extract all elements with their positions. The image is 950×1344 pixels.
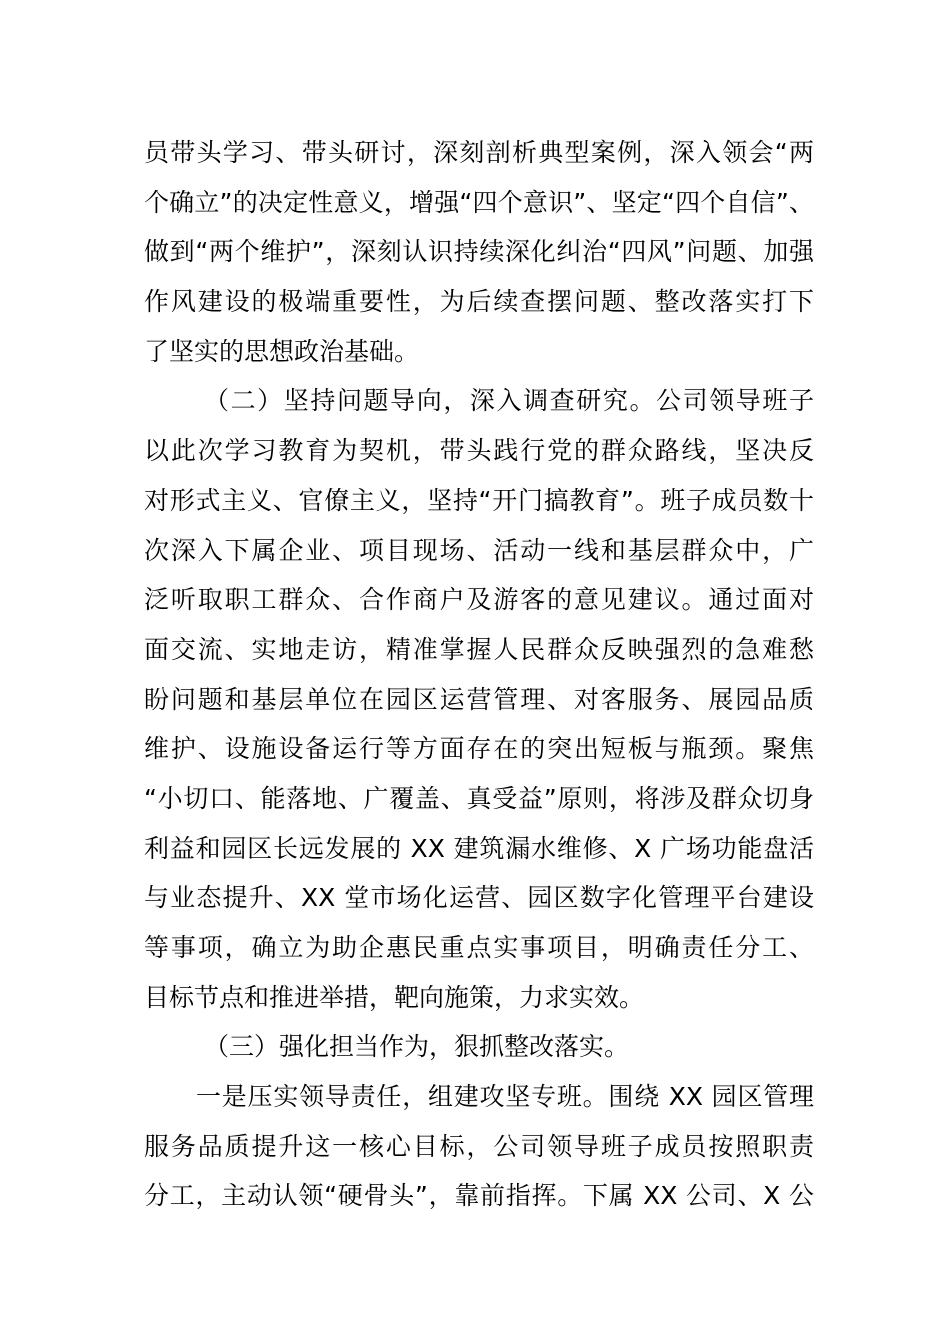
text-line: 利益和园区长远发展的 XX 建筑漏水维修、X 广场功能盘活 xyxy=(144,833,814,863)
text-line: 维护、设施设备运行等方面存在的突出短板与瓶颈。聚焦 xyxy=(144,734,814,764)
text-line: 次深入下属企业、项目现场、活动一线和基层群众中，广 xyxy=(144,535,814,565)
section-heading-line: （二）坚持问题导向，深入调查研究。公司领导班子 xyxy=(204,386,814,416)
text-line: 等事项，确立为助企惠民重点实事项目，明确责任分工、 xyxy=(144,933,814,962)
text-line: 做到“两个维护”，深刻认识持续深化纠治“四风”问题、加强 xyxy=(144,237,814,267)
text-line: 分工，主动认领“硬骨头”，靠前指挥。下属 XX 公司、X 公 xyxy=(144,1181,814,1211)
text-line: 了坚实的思想政治基础。 xyxy=(144,336,420,366)
text-line: 面交流、实地走访，精准掌握人民群众反映强烈的急难愁 xyxy=(144,634,814,664)
text-line: 泛听取职工群众、合作商户及游客的意见建议。通过面对 xyxy=(144,585,814,615)
text-line: 目标节点和推进举措，靶向施策，力求实效。 xyxy=(144,982,645,1012)
text-line: 个确立”的决定性意义，增强“四个意识”、坚定“四个自信”、 xyxy=(144,187,814,217)
text-line: 与业态提升、XX 堂市场化运营、园区数字化管理平台建设 xyxy=(144,883,814,913)
text-line: 盼问题和基层单位在园区运营管理、对客服务、展园品质 xyxy=(144,684,814,714)
section-heading-line: （三）强化担当作为，狠抓整改落实。 xyxy=(204,1032,630,1062)
text-line: 员带头学习、带头研讨，深刻剖析典型案例，深入领会“两 xyxy=(144,138,814,167)
text-line: 服务品质提升这一核心目标，公司领导班子成员按照职责 xyxy=(144,1131,814,1161)
text-line: 作风建设的极端重要性，为后续查摆问题、整改落实打下 xyxy=(144,287,814,317)
text-line: 以此次学习教育为契机，带头践行党的群众路线，坚决反 xyxy=(144,436,814,466)
text-line: “小切口、能落地、广覆盖、真受益”原则，将涉及群众切身 xyxy=(144,783,814,813)
body-text xyxy=(144,128,814,1221)
text-line: 一是压实领导责任，组建攻坚专班。围绕 XX 园区管理 xyxy=(196,1082,814,1112)
text-line: 对形式主义、官僚主义，坚持“开门搞教育”。班子成员数十 xyxy=(144,485,814,515)
